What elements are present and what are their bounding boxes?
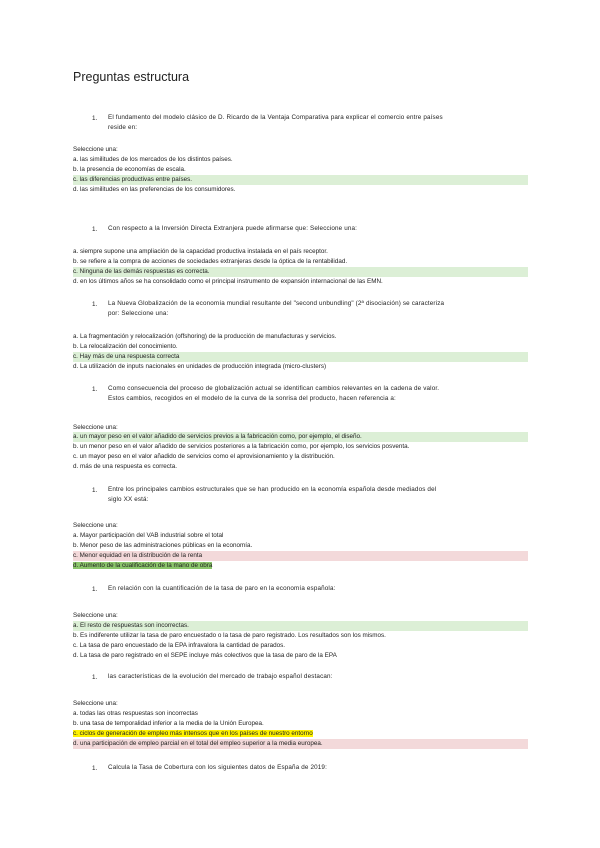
option-a[interactable]: a. Mayor participación del VAB industrial sobre el total	[73, 532, 224, 539]
question-number: 1.	[92, 674, 98, 681]
option-b[interactable]: b. Menor peso de las administraciones públicas en la economía.	[73, 542, 253, 549]
question-text: En relación con la cuantificación de la tasa de paro en la economía española:	[108, 585, 336, 592]
option-c-correct[interactable]: c. Ninguna de las demás respuestas es correcta.	[73, 267, 528, 277]
option-c-selected[interactable]	[73, 729, 528, 739]
question-number: 1.	[92, 226, 98, 233]
question-number: 1.	[92, 115, 98, 122]
option-d-correct[interactable]	[73, 561, 528, 571]
option-d[interactable]: d. La utilización de inputs nacionales en unidades de producción integrada (micro-clusters)	[73, 363, 327, 370]
select-label: Seleccione una:	[73, 522, 118, 529]
question-text: las características de la evolución del mercado de trabajo español destacan:	[108, 673, 333, 680]
select-label: Seleccione una:	[73, 424, 118, 431]
question-number: 1.	[92, 487, 98, 494]
option-c[interactable]: c. un mayor peso en el valor añadido de servicios como el aprovisionamiento y la distribución.	[73, 453, 335, 460]
question-text: Como consecuencia del proceso de globalización actual se identifican cambios relevantes en la cadena de valor. Estos cambios, recogidos en el modelo de la curva de la sonrisa del producto, hacen referencia a:	[108, 385, 440, 402]
option-b[interactable]: b. un menor peso en el valor añadido de servicios posteriores a la fabricación como, por ejemplo, los servicios posventa.	[73, 443, 410, 450]
option-a[interactable]: a. las similitudes de los mercados de los distintos países.	[73, 156, 233, 163]
option-d-highlight: d. Aumento de la cualificación de la mano de obra	[73, 562, 213, 569]
option-a[interactable]: a. La fragmentación y relocalización (offshoring) de la producción de manufacturas y servicios.	[73, 333, 337, 340]
question-text: La Nueva Globalización de la economía mundial resultante del "second unbundling" (2ª disociación) se caracteriza por: Seleccione una:	[108, 300, 445, 317]
select-label: Seleccione una:	[73, 146, 118, 153]
option-b[interactable]: b. una tasa de temporalidad inferior a la media de la Unión Europea.	[73, 720, 264, 727]
select-label: Seleccione una:	[73, 700, 118, 707]
option-c-correct[interactable]: c. Hay más de una respuesta correcta	[73, 352, 528, 362]
option-c-highlight: c. ciclos de generación de empleo más intensos que en los países de nuestro entorno	[73, 730, 313, 737]
option-a-correct[interactable]: a. un mayor peso en el valor añadido de servicios previos a la fabricación como, por ejemplo, el diseño.	[73, 432, 528, 442]
page-title: Preguntas estructura	[73, 70, 190, 84]
option-a[interactable]: a. todas las otras respuestas son incorrectas	[73, 710, 198, 717]
option-b[interactable]: b. La relocalización del conocimiento.	[73, 343, 178, 350]
option-b[interactable]: b. se refiere a la compra de acciones de sociedades extranjeras desde la óptica de la rentabilidad.	[73, 258, 348, 265]
option-b[interactable]: b. Es indiferente utilizar la tasa de paro encuestado o la tasa de paro registrado. Los resultados son los mismos.	[73, 632, 386, 639]
option-a[interactable]: a. siempre supone una ampliación de la capacidad productiva instalada en el país receptor.	[73, 248, 328, 255]
question-number: 1.	[92, 765, 98, 772]
option-d[interactable]: d. en los últimos años se ha consolidado como el principal instrumento de expansión internacional de las EMN.	[73, 278, 383, 285]
option-d-incorrect[interactable]: d. una participación de empleo parcial en el total del empleo superior a la media europea.	[73, 739, 528, 749]
option-c-correct[interactable]: c. las diferencias productivas entre países.	[73, 175, 528, 185]
question-number: 1.	[92, 386, 98, 393]
option-b[interactable]: b. la presencia de economías de escala.	[73, 166, 186, 173]
option-a-correct[interactable]: a. El resto de respuestas son incorrectas.	[73, 621, 528, 631]
option-c-incorrect[interactable]: c. Menor equidad en la distribución de la renta	[73, 551, 528, 561]
question-number: 1.	[92, 586, 98, 593]
question-text: Calcula la Tasa de Cobertura con los siguientes datos de España de 2019:	[108, 764, 327, 771]
question-text: El fundamento del modelo clásico de D. Ricardo de la Ventaja Comparativa para explicar el comercio entre países reside en:	[108, 114, 443, 131]
select-label: Seleccione una:	[73, 612, 118, 619]
option-d[interactable]: d. más de una respuesta es correcta.	[73, 463, 177, 470]
option-c[interactable]: c. La tasa de paro encuestado de la EPA infravalora la cantidad de parados.	[73, 642, 286, 649]
question-number: 1.	[92, 301, 98, 308]
question-text: Con respecto a la Inversión Directa Extranjera puede afirmarse que: Seleccione una:	[108, 225, 358, 232]
question-text: Entre los principales cambios estructurales que se han producido en la economía española desde mediados del siglo XX está:	[108, 486, 437, 503]
option-d[interactable]: d. las similitudes en las preferencias de los consumidores.	[73, 186, 236, 193]
option-d[interactable]: d. La tasa de paro registrado en el SEPE incluye más colectivos que la tasa de paro de la EPA	[73, 652, 337, 659]
